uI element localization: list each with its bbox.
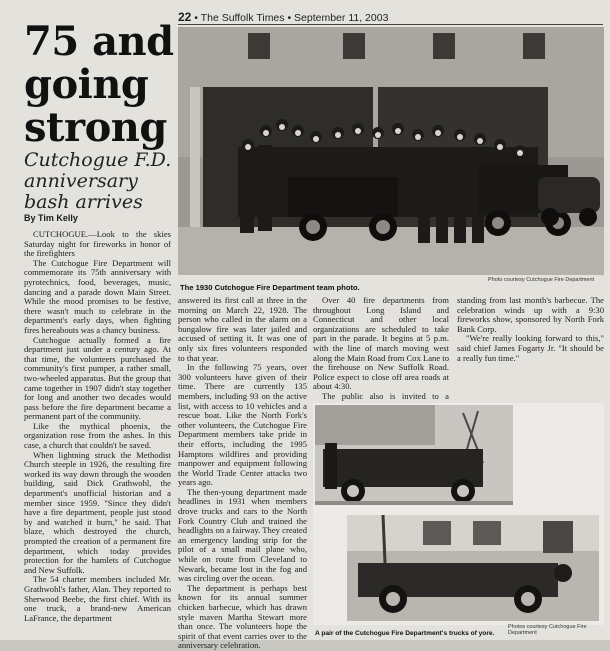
trucks-photo-credit: Photos courtesy Cutchogue Fire Department xyxy=(508,624,587,636)
headline-line-3: strong xyxy=(24,104,167,151)
paragraph: When lightning struck the Methodist Church steeple in 1926, the resulting fire worked its way down through the wooden building, said Dick Grathwohl, the department's unofficial historian and a member since 1959. "Since they didn't have a fire department, people just stood by and watched it burn," he said. That blaze, which destroyed the church, prompted the creation of a permanent fire department, which today provides protection for the hamlets of Cutchogue and New Suffolk. xyxy=(24,449,171,575)
paragraph: The department is perhaps best known for its annual summer chicken barbecue, which has drawn style maven Martha Stewart more than once. The volunteers hope the spirit of that event carries over to the anniversary celebration. xyxy=(178,582,307,651)
paragraph: The public also is invited to a xyxy=(322,390,449,401)
team-photo-caption: The 1930 Cutchogue Fire Department team photo. xyxy=(180,283,360,292)
headline-line-2: going xyxy=(24,61,149,108)
paragraph: In the following 75 years, over 300 volunteers have given of their time. There are currently 135 members, including 93 on the active list, with access to 10 vehicles and a rescue boat. Like the North Fork's other volunteers, the Cutchogue Fire Department members take pride in their efforts, including the 1995 Hamptons wildfires and providing manpower and equipment following the World Trade Center attacks two years ago. xyxy=(178,362,307,488)
article-column-2 xyxy=(178,296,307,651)
team-photo xyxy=(178,27,604,275)
headline xyxy=(24,20,174,149)
article-column-3 xyxy=(313,296,449,411)
paragraph: Over 40 fire departments from throughout Long Island and Connecticut and other local organizations are scheduled to take part in the parade. It begins at 5 p.m. with the line of march moving west along the Main Road from Cox Lane to the firehouse on New Suffolk Road. Police expect to close off area roads at about 4:30. xyxy=(313,295,449,392)
team-photo-credit: Photo courtesy Cutchogue Fire Department xyxy=(488,277,595,283)
team-photo-image xyxy=(178,27,604,275)
paragraph: The 54 charter members included Mr. Grathwohl's father, Alan. They reported to Sherwood Beebe, the first chief. With its one truck, a brand-new American LaFrance, the department xyxy=(24,574,171,623)
paragraph: answered its first call at three in the morning on March 22, 1928. The person who called in the alarm on a bungalow fire was later jailed and accused of setting it. It was one of only six fires volunteers responded to that year. xyxy=(178,295,307,363)
byline: By Tim Kelly xyxy=(24,213,78,223)
paragraph: CUTCHOGUE.—Look to the skies Saturday night for fireworks in honor of the firefighters xyxy=(24,229,171,259)
article-column-1 xyxy=(24,230,171,623)
dateline: • The Suffolk Times • September 11, 2003 xyxy=(194,12,389,24)
header-rule xyxy=(178,24,603,25)
deck: Cutchogue F.D. anniversary bash arrives xyxy=(24,149,172,213)
paragraph: The then-young department made headlines in 1931 when members drove trucks and cars to the North Fork Country Club and trained the headlights on a fairway. They created an emergency landing strip for the pilot of a small mail plane who, while on route from Cleveland to Newark, became lost in the fog and was circling over the ocean. xyxy=(178,486,307,584)
headline-line-1: 75 and xyxy=(24,18,174,65)
paragraph: Like the mythical phoenix, the organization rose from the ashes. In this case, a church that couldn't be saved. xyxy=(24,420,171,451)
trucks-photo-caption: A pair of the Cutchogue Fire Department's trucks of yore. xyxy=(315,630,495,637)
paragraph: The Cutchogue Fire Department will commemorate its 75th anniversary with pyrotechnics, food, beverages, music, dancing and a parade down Main Street. While the mood promises to be festive, there wasn't much to celebrate in the department's early days, when fighting fires hereabouts was a chancy business. xyxy=(24,257,171,335)
paragraph: standing from last month's barbecue. The celebration winds up with a 9:30 fireworks show, sponsored by North Fork Bank Corp. xyxy=(457,295,604,334)
trucks-photo xyxy=(313,403,604,625)
article-column-4 xyxy=(457,296,604,363)
page-folio xyxy=(178,10,388,24)
paragraph: Cutchogue actually formed a fire department just under a century ago. At that time, the volunteers purchased the community's first pumper, a rather small, two-wheeled apparatus. But the group that came together in 1907 didn't stay together for long and another two decades would pass before the fire department became a permanent part of the community. xyxy=(24,334,171,422)
paragraph: "We're really looking forward to this," said chief James Fogarty Jr. "It should be a really fun time." xyxy=(457,333,604,363)
trucks-photo-image xyxy=(313,403,604,625)
page-number: 22 xyxy=(178,10,192,24)
